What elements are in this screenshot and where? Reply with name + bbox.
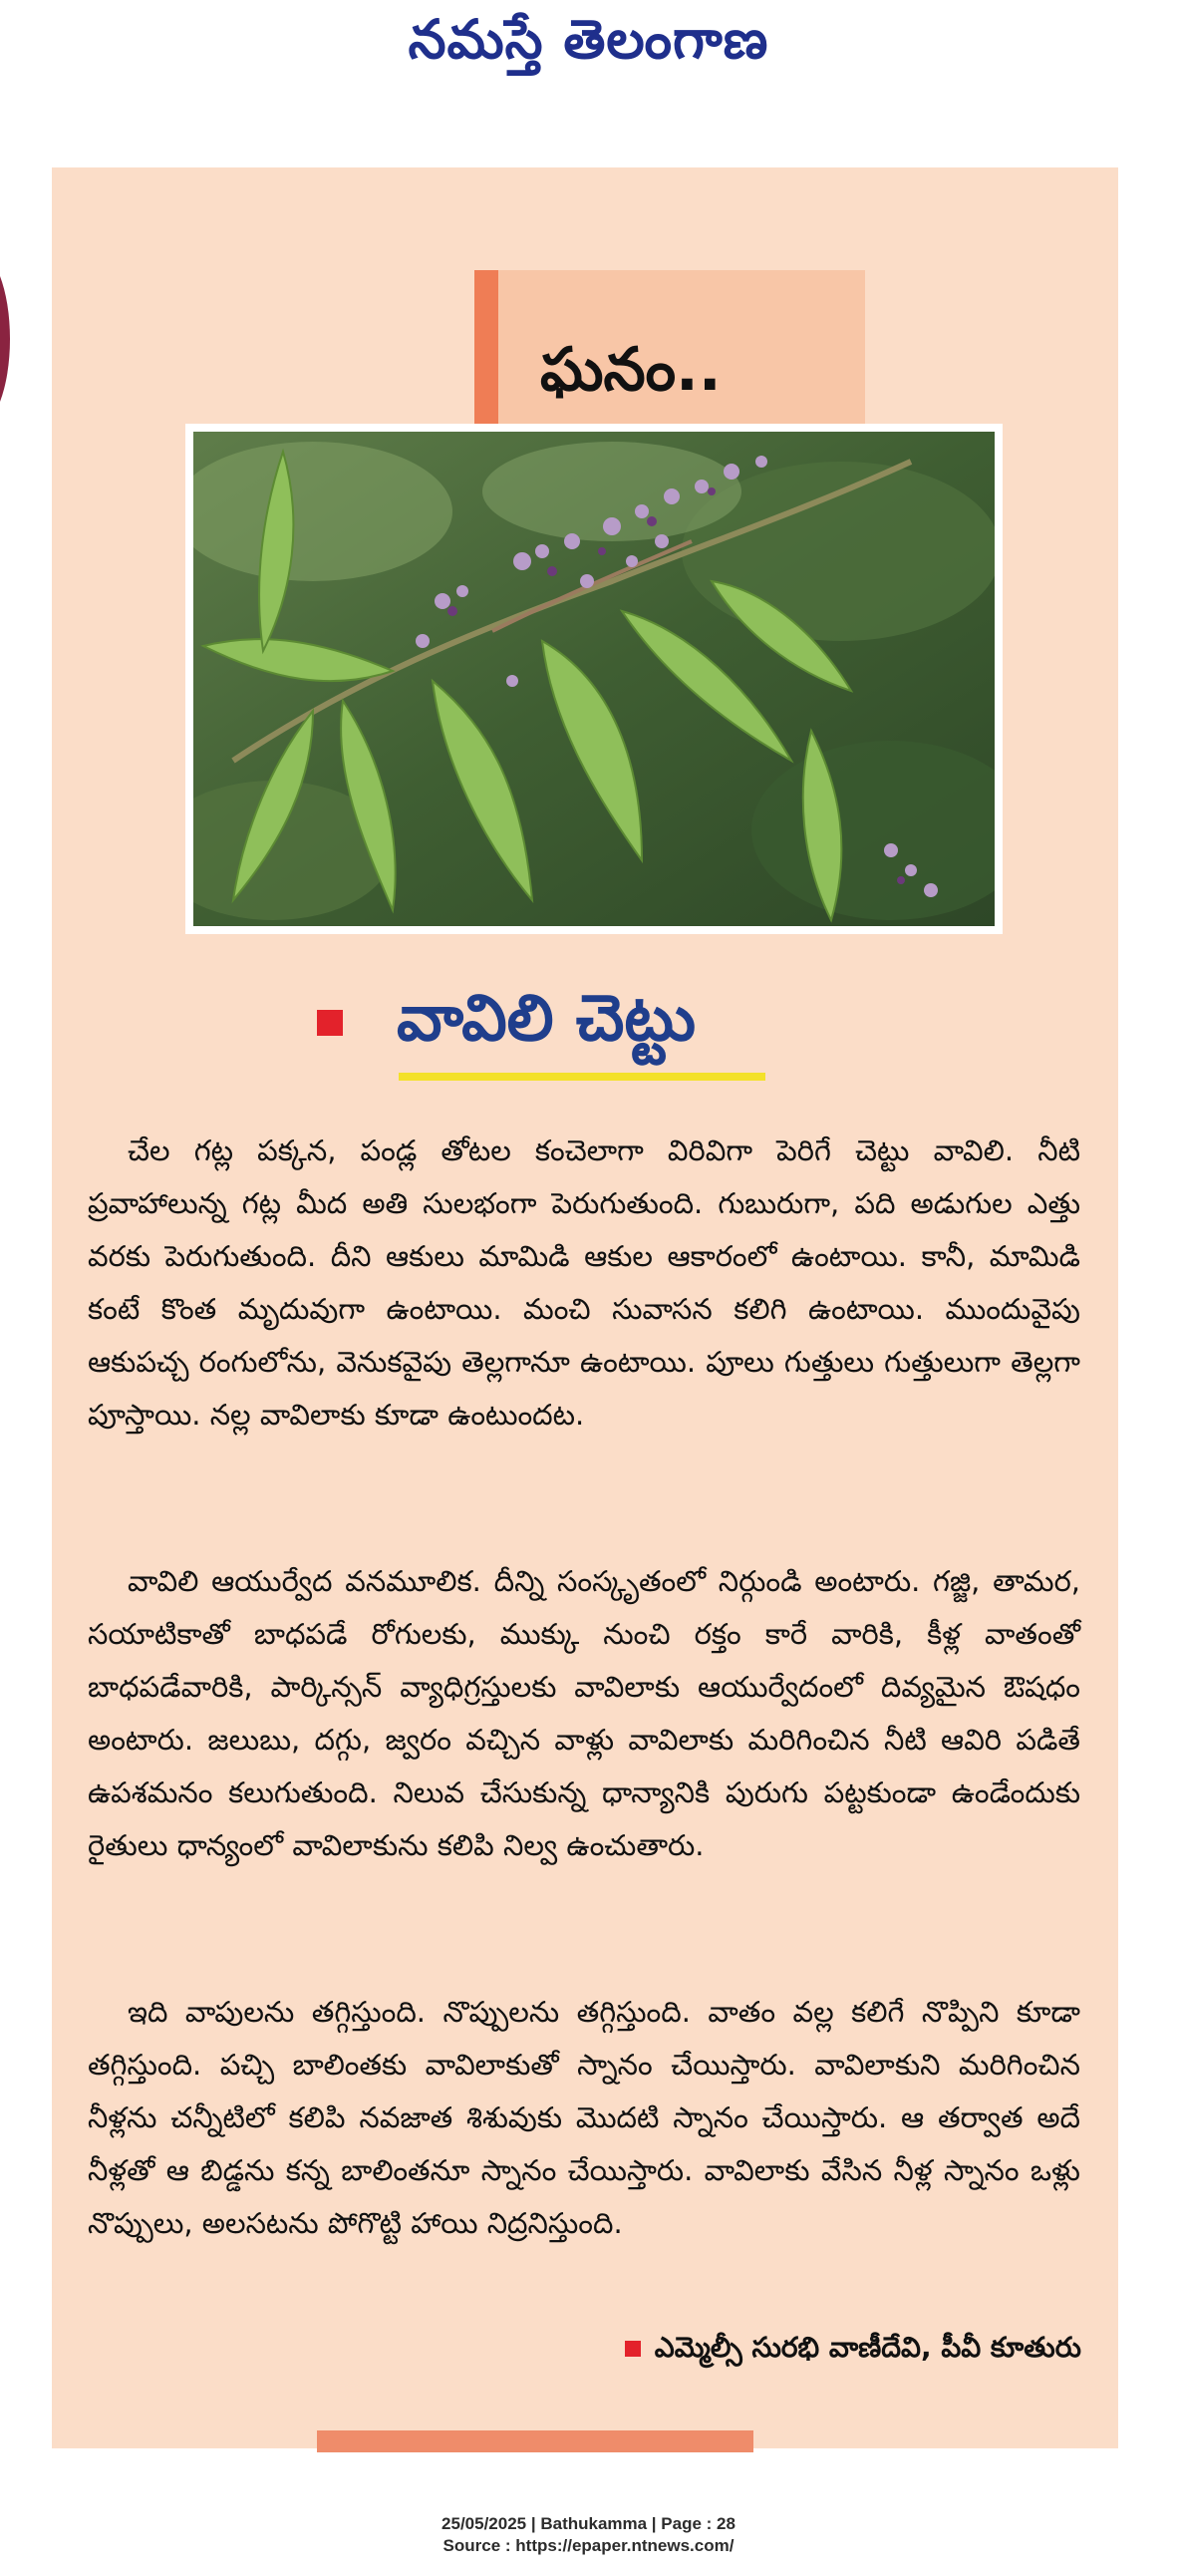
author-name: ఎమ్మెల్సీ సురభి వాణీదేవి, పీవీ కూతురు <box>654 2331 1081 2364</box>
footer-date-page: 25/05/2025 | Bathukamma | Page : 28 <box>441 2514 736 2533</box>
paragraph-1: చేల గట్ల పక్కన, పండ్ల తోటల కంచెలాగా విరివిగా పెరిగే చెట్టు వావిలి. నీటి ప్రవాహాలున్న గట్ల మీద అతి సులభంగా పెరుగుతుంది. గుబురుగా, పది అడుగుల ఎత్తు వరకు పెరుగుతుంది. దీని ఆకులు మామిడి ఆకుల ఆకారంలో ఉంటాయి. కానీ, మామిడి కంటే కొంత మృదువుగా ఉంటాయి. మంచి సువాసన కలిగి ఉంటాయి. ముందువైపు ఆకుపచ్చ రంగులోను, వెనుకవైపు తెల్లగానూ ఉంటాయి. పూలు గుత్తులు గుత్తులుగా తెల్లగా పూస్తాయి. నల్ల వావిలాకు కూడా ఉంటుందట. <box>88 1133 1080 1432</box>
masthead-logo: నమస్తే తెలంగాణ <box>408 7 769 71</box>
author-marker <box>625 2341 641 2357</box>
author-credit <box>625 2328 1081 2368</box>
paragraph-3: ఇది వాపులను తగ్గిస్తుంది. నొప్పులను తగ్గిస్తుంది. వాతం వల్ల కలిగే నొప్పిని కూడా తగ్గిస్తుంది. పచ్చి బాలింతకు వావిలాకుతో స్నానం చేయిస్తారు. వావిలాకుని మరిగించిన నీళ్లను చన్నీటిలో కలిపి నవజాత శిశువుకు మొదటి స్నానం చేయిస్తారు. ఆ తర్వాత అదే నీళ్లతో ఆ బిడ్డను కన్న బాలింతనూ స్నానం చేయిస్తారు. వావిలాకు వేసిన నీళ్ల స్నానం ఒళ్లు నొప్పులు, అలసటను పోగొట్టి హాయి నిద్రనిస్తుంది. <box>88 1995 1080 2240</box>
plant-photo-graphic <box>193 432 995 926</box>
footer <box>0 2513 1177 2557</box>
plant-photo <box>185 424 1003 934</box>
subheading: వావిలి చెట్టు <box>397 982 696 1056</box>
subheading-marker <box>317 1010 343 1036</box>
footer-source: Source : https://epaper.ntnews.com/ <box>442 2536 735 2555</box>
bottom-bar <box>317 2430 753 2452</box>
subheading-underline <box>399 1073 765 1081</box>
decorative-circle <box>0 249 10 429</box>
paragraph-2: వావిలి ఆయుర్వేద వనమూలిక. దీన్ని సంస్కృతంలో నిర్గుండి అంటారు. గజ్జి, తామర, సయాటికాతో బాధపడే రోగులకు, ముక్కు నుంచి రక్తం కారే వారికి, కీళ్ల వాతంతో బాధపడేవారికి, పార్కిన్సన్ వ్యాధిగ్రస్తులకు వావిలాకు ఆయుర్వేదంలో దివ్యమైన ఔషధం అంటారు. జలుబు, దగ్గు, జ్వరం వచ్చిన వాళ్లు వావిలాకు మరిగించిన నీటి ఆవిరి పడితే ఉపశమనం కలుగుతుంది. నిలువ చేసుకున్న ధాన్యానికి పురుగు పట్టకుండా ఉండేందుకు రైతులు ధాన్యంలో వావిలాకును కలిపి నిల్వ ఉంచుతారు. <box>88 1564 1080 1862</box>
article-title-line1: ఘనం.. <box>540 335 722 405</box>
